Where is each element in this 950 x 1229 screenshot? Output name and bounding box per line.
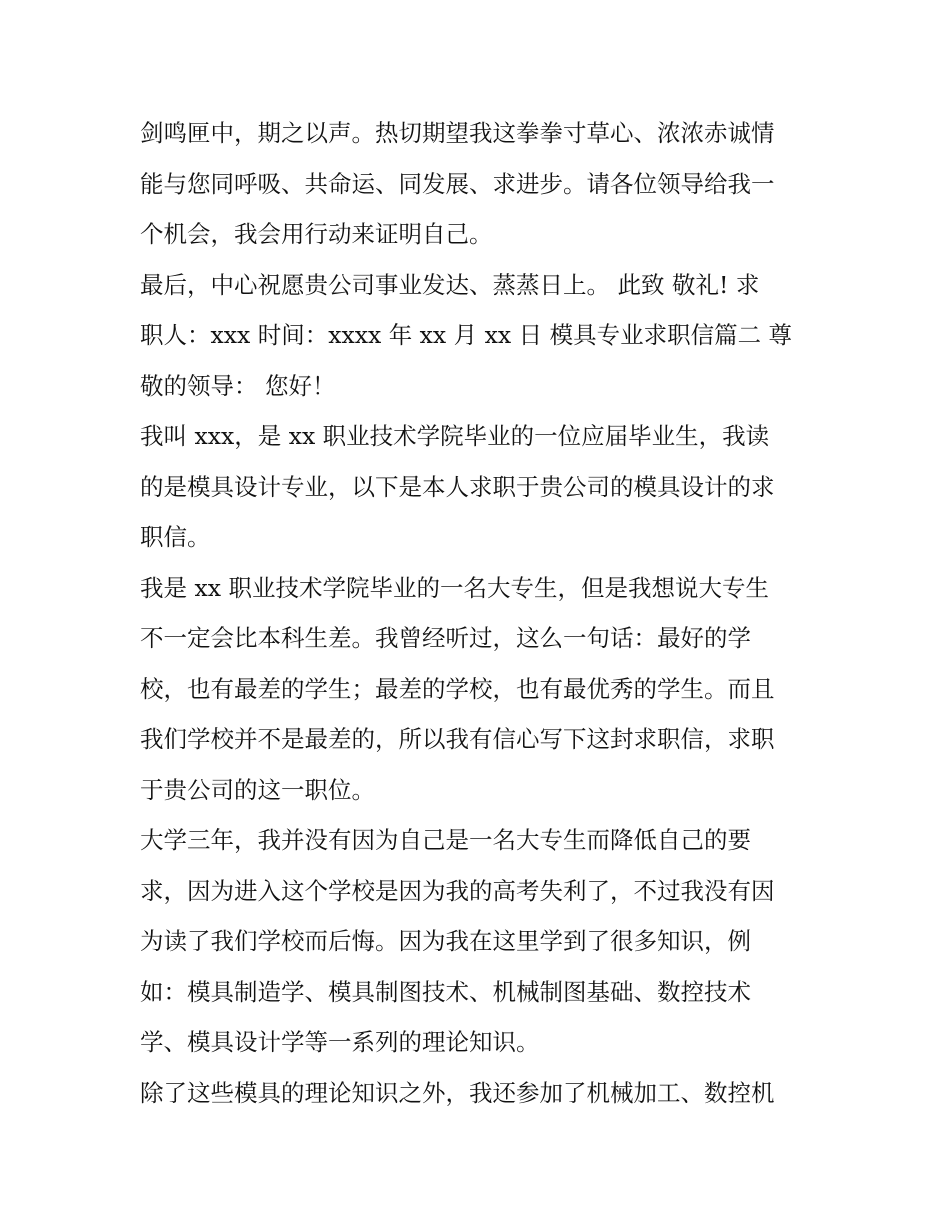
paragraph-closing-hope [140,108,820,260]
text-line: 的是模具设计专业，以下是本人求职于贵公司的模具设计的求 [140,472,775,501]
text-line: 个机会，我会用行动来证明自己。 [140,220,493,248]
text-line: 如：模具制造学、模具制图技术、机械制图基础、数控技术 [140,977,751,1006]
text-line: 于贵公司的这一职位。 [140,775,375,804]
text-line: 能与您同呼吸、共命运、同发展、求进步。请各位领导给我一 [140,169,775,198]
text-line: 除了这些模具的理论知识之外，我还参加了机械加工、数控机 [140,1078,775,1107]
text-line: 最后，中心祝愿贵公司事业发达、蒸蒸日上。 此致 敬礼! 求 [140,270,760,299]
text-line: 剑鸣匣中，期之以声。热切期望我这拳拳寸草心、浓浓赤诚情 [140,119,775,147]
text-line: 求，因为进入这个学校是因为我的高考失利了，不过我没有因 [140,876,775,905]
text-line: 大学三年，我并没有因为自己是一名大专生而降低自己的要 [140,826,751,854]
paragraph-introduction [140,411,820,563]
paragraph-school [140,563,820,816]
text-line: 我是 xx 职业技术学院毕业的一名大专生，但是我想说大专生 [140,573,769,602]
text-line: 职信。 [140,523,211,551]
document-body [140,108,820,1118]
text-line: 为读了我们学校而后悔。因为我在这里学到了很多知识，例 [140,927,751,955]
text-line: 职人：xxx 时间：xxxx 年 xx 月 xx 日 模具专业求职信篇二 尊 [140,321,793,349]
paragraph-practice [140,1068,820,1119]
text-line: 不一定会比本科生差。我曾经听过，这么一句话：最好的学 [140,624,751,652]
text-line: 我们学校并不是最差的，所以我有信心写下这封求职信，求职 [140,725,775,753]
text-line: 我叫 xxx，是 xx 职业技术学院毕业的一位应届毕业生，我读 [140,422,770,450]
text-line: 学、模具设计学等一系列的理论知识。 [140,1028,540,1056]
text-line: 敬的领导： 您好！ [140,371,336,400]
paragraph-studies [140,815,820,1068]
text-line: 校，也有最差的学生；最差的学校，也有最优秀的学生。而且 [140,674,775,703]
paragraph-sign-off [140,260,820,412]
